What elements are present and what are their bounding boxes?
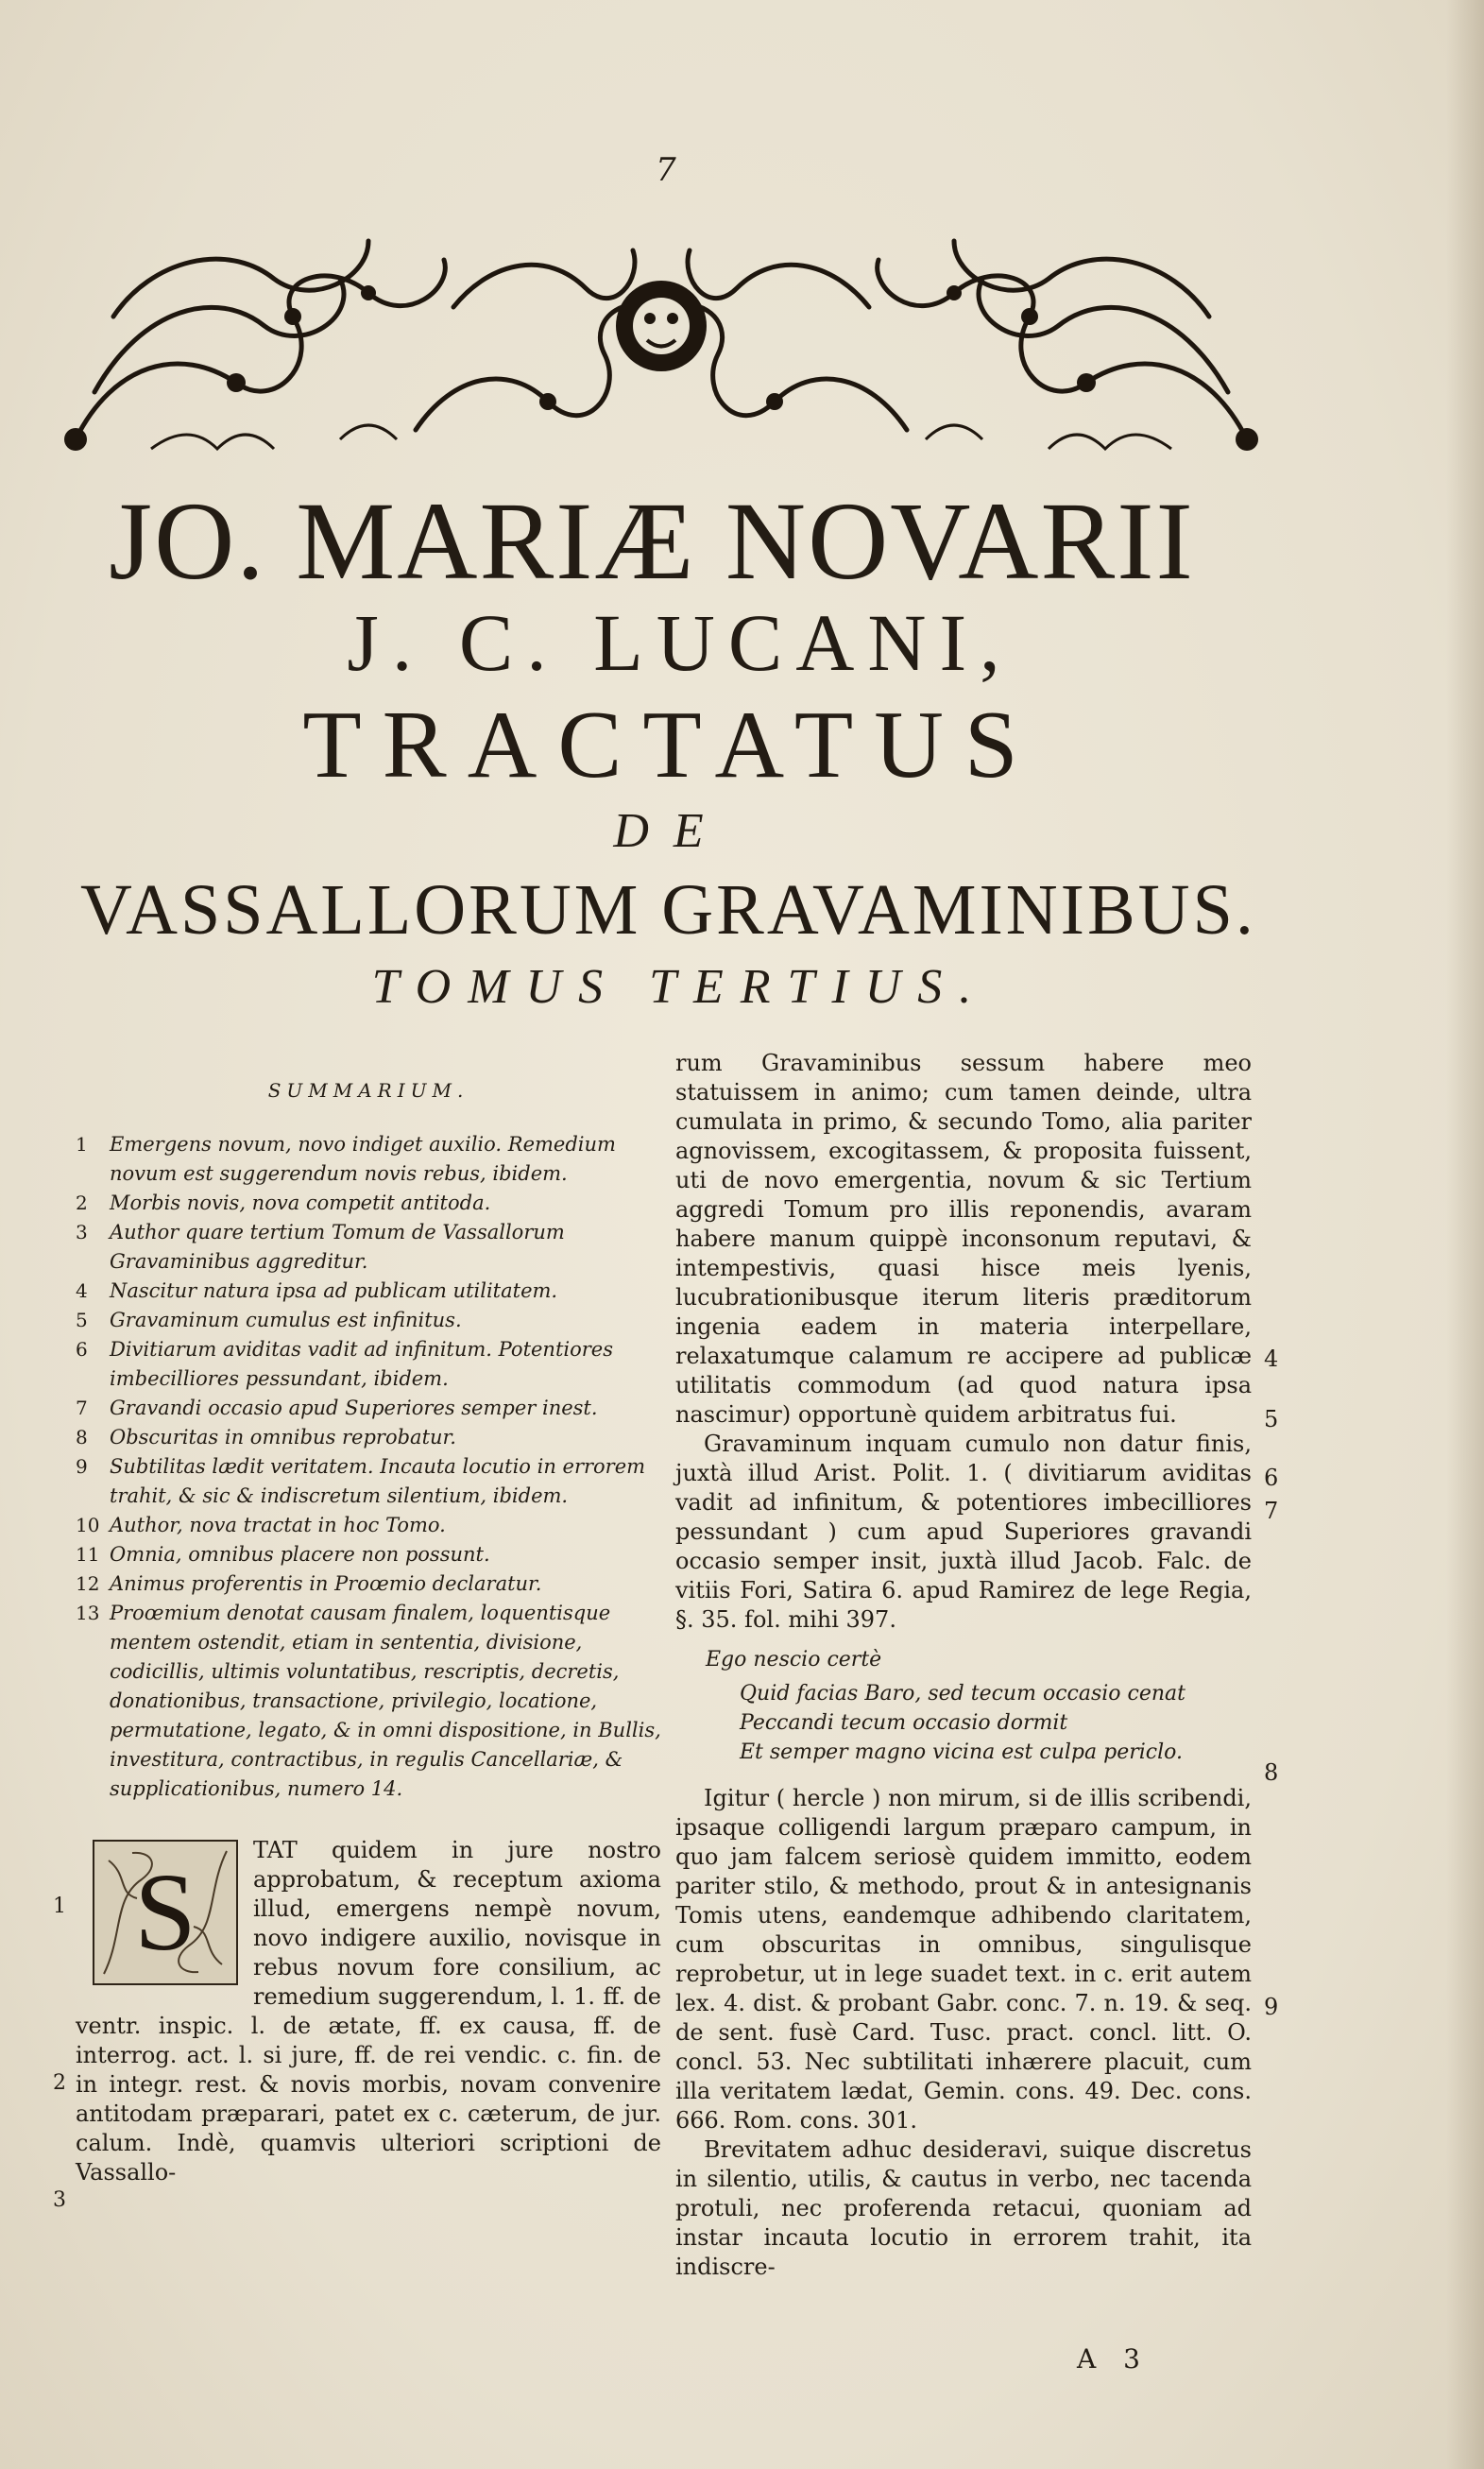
margin-number: 3	[53, 2188, 66, 2212]
summarium-text: Nascitur natura ipsa ad publicam utilitatem.	[110, 1279, 558, 1302]
page-number: 7	[656, 151, 676, 189]
title-de: DE	[613, 804, 728, 858]
left-column	[76, 1068, 661, 2187]
summarium-text: Divitiarum aviditas vadit ad infinitum. Potentiores imbecilliores pessundant, ibidem.	[110, 1338, 613, 1390]
right-column	[675, 1049, 1252, 2282]
summarium-text: Gravaminum cumulus est infinitus.	[110, 1309, 462, 1331]
summarium-num: 7	[76, 1397, 88, 1419]
summarium-num: 11	[76, 1543, 100, 1566]
summarium-heading: SUMMARIUM.	[267, 1079, 469, 1102]
signature-mark: A 3	[1077, 2343, 1150, 2375]
title-subject: VASSALLORUM GRAVAMINIBUS.	[80, 870, 1256, 950]
summarium-num: 6	[76, 1338, 88, 1361]
summarium-item	[76, 1452, 661, 1511]
opening-paragraph	[76, 1836, 661, 2187]
summarium-item	[76, 1306, 661, 1335]
title-author: JO. MARIÆ NOVARII	[109, 479, 1195, 603]
initial-letter: S	[134, 1850, 196, 1974]
margin-number: 9	[1264, 1994, 1279, 2020]
summarium-text: Omnia, omnibus placere non possunt.	[110, 1543, 490, 1566]
summarium-num: 10	[76, 1514, 100, 1536]
margin-number: 4	[1264, 1346, 1279, 1372]
summarium-text: Author quare tertium Tomum de Vassallorum Gravaminibus aggreditur.	[110, 1221, 565, 1273]
summarium-text: Obscuritas in omnibus reprobatur.	[110, 1426, 456, 1449]
summarium-text: Animus proferentis in Proœmio declaratur.	[110, 1572, 542, 1595]
margin-number: 6	[1264, 1465, 1279, 1491]
summarium-item	[76, 1511, 661, 1540]
summarium-num: 5	[76, 1309, 88, 1331]
ornamental-headpiece	[57, 203, 1266, 463]
summarium-num: 3	[76, 1221, 88, 1243]
margin-number: 7	[1264, 1498, 1279, 1524]
summarium-num: 4	[76, 1279, 88, 1302]
summarium-item	[76, 1130, 661, 1189]
summarium-item	[76, 1423, 661, 1452]
paragraph: Gravaminum inquam cumulo non datur finis, juxtà illud Arist. Polit. 1. ( divitiarum aviditas vadit ad infinitum, & potentiores imbecilliores pessundant ) cum apud Superiores gravandi occasio semper insit, juxtà illud Jacob. Falc. de vitiis Fori, Satira 6. apud Ramirez de lege Regia, §. 35. fol. mihi 397.	[675, 1431, 1252, 1633]
summarium-num: 2	[76, 1192, 88, 1214]
verse-line: Quid facias Baro, sed tecum occasio cenat	[740, 1682, 1185, 1706]
title-volume: TOMUS TERTIUS.	[371, 960, 989, 1014]
page-edge-shadow	[1446, 0, 1484, 2469]
summarium-num: 13	[76, 1602, 100, 1624]
paragraph: Igitur ( hercle ) non mirum, si de illis scribendi, ipsaque colligendi largum præparo campum, in quo jam falcem seriosè quidem immitto, eodem pariter stilo, & methodo, prout & in antesignanis Tomis utens, eandemque adhibendo claritatem, cum obscuritas in omnibus, singulisque reprobetur, ut in lege suadet text. in c. erit autem lex. 4. dist. & probant Gabr. conc. 7. n. 19. & seq. de sent. fusè Card. Tusc. pract. concl. litt. O. concl. 53. Nec subtilitati inhærere placuit, cum illa veritatem lædat, Gemin. cons. 49. Dec. cons. 666. Rom. cons. 301.	[675, 1785, 1252, 2134]
summarium-text: Author, nova tractat in hoc Tomo.	[110, 1514, 446, 1536]
verse-intro: Ego nescio certè	[706, 1648, 882, 1672]
summarium-item	[76, 1394, 661, 1423]
summarium-text: Proœmium denotat causam finalem, loquentisque mentem ostendit, etiam in sententia, divisione, codicillis, ultimis voluntatibus, rescriptis, decretis, donationibus, transactione, privilegio, locatione, permutatione, legato, & in omni dispositione, in Bullis, investitura, contractibus, in regulis Cancellariæ, & supplicationibus, numero 14.	[110, 1602, 661, 1800]
paragraph: Brevitatem adhuc desideravi, suique discretus in silentio, utilis, & cautus in verbo, nec tacenda protuli, nec proferenda retacui, quoniam ad instar incauta locutio in errorem trahit, ita indiscre-	[675, 2136, 1252, 2280]
summarium-item	[76, 1189, 661, 1218]
margin-number: 5	[1264, 1406, 1279, 1432]
opening-text: TAT quidem in jure nostro approbatum, & receptum axioma illud, emergens nempè novum, novo indigere auxilio, novisque in rebus novum fore consilium, ac remedium suggerendum, l. 1. ff. de ventr. inspic. l. de ætate, ff. ex causa, ff. de interrog. act. l. si jure, ff. de rei vendic. c. fin. de in integr. rest. & novis morbis, novam convenire antitodam præparari, patet ex c. cæterum, de jur. calum. Indè, quamvis ulteriori scriptioni de Vassallo-	[76, 1837, 661, 2186]
margin-number: 8	[1264, 1759, 1279, 1786]
decorated-initial	[93, 1840, 238, 1985]
summarium-item	[76, 1218, 661, 1277]
summarium-item	[76, 1540, 661, 1569]
summarium-num: 8	[76, 1426, 88, 1449]
summarium-text: Gravandi occasio apud Superiores semper inest.	[110, 1397, 598, 1419]
summarium-item	[76, 1277, 661, 1306]
margin-number: 1	[53, 1895, 66, 1918]
verse-line: Et semper magno vicina est culpa periclo.	[740, 1740, 1183, 1764]
summarium-item	[76, 1569, 661, 1599]
summarium-item	[76, 1599, 661, 1804]
paragraph: rum Gravaminibus sessum habere meo statuissem in animo; cum tamen deinde, ultra cumulata in primo, & secundo Tomo, alia pariter agnovissem, excogitassem, & proposita fuissent, uti de novo emergentia, novum & sic Tertium aggredi Tomum pro illis reponendis, avaram habere manum quippè inconsonum reputavi, & intempestivis, quasi hisce meis lyenis, lucubrationibusque iterum literis præditorum ingenia eadem in materia interpellare, relaxatumque calamum re accipere ad publicæ utilitatis commodum (ad quod natura ipsa nascimur) opportunè quidem arbitratus fui.	[675, 1050, 1252, 1428]
summarium-num: 12	[76, 1572, 100, 1595]
title-origin: J. C. LUCANI,	[347, 597, 1014, 688]
title-tractatus: TRACTATUS	[302, 692, 1039, 798]
summarium-text: Emergens novum, novo indiget auxilio. Remedium novum est suggerendum novis rebus, ibidem.	[110, 1133, 616, 1185]
summarium-num: 1	[76, 1133, 88, 1156]
summarium-item	[76, 1335, 661, 1394]
verse-line: Peccandi tecum occasio dormit	[740, 1711, 1068, 1735]
summarium-num: 9	[76, 1455, 88, 1478]
summarium-text: Morbis novis, nova competit antitoda.	[110, 1192, 491, 1214]
margin-number: 2	[53, 2071, 66, 2095]
summarium-text: Subtilitas lædit veritatem. Incauta locutio in errorem trahit, & sic & indiscretum silentium, ibidem.	[110, 1455, 646, 1507]
